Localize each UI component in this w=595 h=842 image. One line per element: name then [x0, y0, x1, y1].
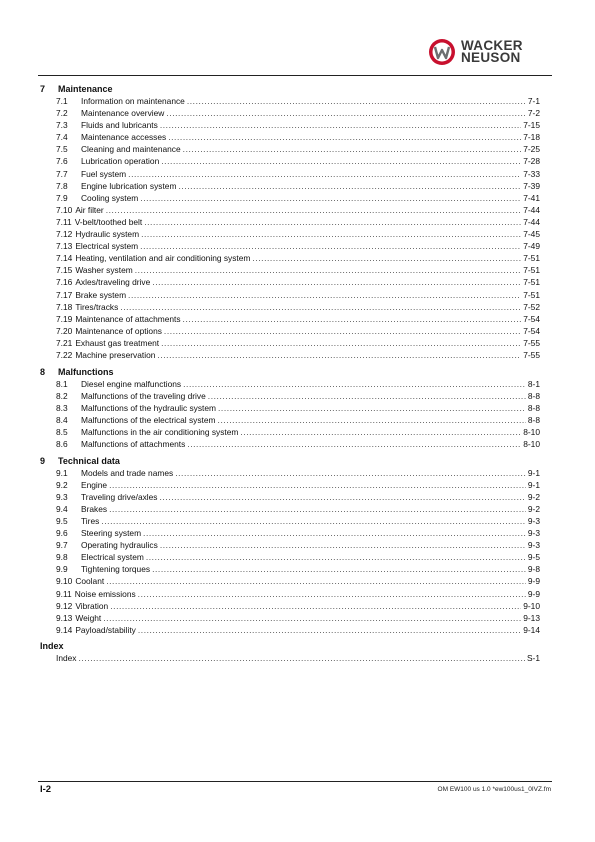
toc-entry[interactable]: [40, 414, 540, 426]
toc-entry[interactable]: [40, 168, 540, 180]
dot-leader: [160, 491, 526, 503]
entry-page: 8-10: [523, 439, 540, 450]
entry-title: Maintenance of attachments: [75, 313, 181, 324]
entry-page: 9-2: [527, 491, 540, 502]
toc-entry[interactable]: [40, 588, 540, 600]
entry-number: 7.15: [56, 265, 73, 276]
entry-title: Maintenance of options: [75, 325, 162, 336]
toc-entry[interactable]: [40, 467, 540, 479]
dot-leader: [128, 289, 521, 301]
dot-leader: [208, 390, 526, 402]
dot-leader: [160, 539, 526, 551]
entry-page: 7-2: [527, 108, 540, 119]
entry-title: Fluids and lubricants: [81, 120, 158, 131]
entry-number: 7.19: [56, 313, 73, 324]
entry-number: 9.9: [56, 564, 68, 575]
dot-leader: [157, 349, 521, 361]
entry-title: Vibration: [75, 600, 109, 611]
section-number: 8: [40, 366, 46, 377]
entry-page: 8-8: [527, 414, 540, 425]
toc-entry[interactable]: [40, 240, 540, 252]
entry-number: 7.4: [56, 132, 68, 143]
dot-leader: [160, 119, 521, 131]
dot-leader: [106, 204, 522, 216]
dot-leader: [183, 313, 522, 325]
entry-number: 9.13: [56, 612, 73, 623]
entry-number: 8.1: [56, 378, 68, 389]
header-divider: [38, 75, 552, 76]
entry-number: 7.6: [56, 156, 68, 167]
entry-page: 7-1: [527, 96, 540, 106]
section-title: Maintenance: [58, 84, 113, 94]
dot-leader: [120, 301, 521, 313]
entry-number: 7.10: [56, 204, 73, 215]
entry-page: 7-54: [523, 325, 540, 336]
entry-page: 7-51: [523, 265, 540, 276]
entry-number: 7.3: [56, 120, 68, 131]
entry-number: 9.14: [56, 624, 73, 635]
entry-page: 8-8: [527, 390, 540, 401]
dot-leader: [109, 479, 526, 491]
brand-wordmark: [461, 40, 523, 64]
toc-entry[interactable]: [40, 491, 540, 503]
entry-number: 7.8: [56, 180, 68, 191]
wacker-neuson-logo-icon: [428, 38, 456, 66]
toc-entry[interactable]: [40, 515, 540, 527]
toc-entry[interactable]: [40, 337, 540, 349]
entry-title: Brake system: [75, 289, 127, 300]
entry-title: Malfunctions in the air conditioning system: [81, 426, 239, 437]
entry-number: 9.7: [56, 540, 68, 551]
section-heading[interactable]: [40, 455, 540, 467]
entry-number: 7.13: [56, 241, 73, 252]
entry-page: 7-25: [523, 144, 540, 155]
entry-title: Coolant: [75, 576, 105, 587]
entry-title: Machine preservation: [75, 349, 156, 360]
entry-number: 8.2: [56, 390, 68, 401]
dot-leader: [140, 240, 521, 252]
dot-leader: [161, 337, 521, 349]
dot-leader: [103, 612, 521, 624]
toc-section: [40, 366, 540, 451]
dot-leader: [79, 652, 525, 664]
entry-number: 9.10: [56, 576, 73, 587]
toc-entry[interactable]: [40, 426, 540, 438]
toc-entry[interactable]: [40, 192, 540, 204]
entry-page: 9-1: [527, 479, 540, 490]
toc-entry[interactable]: [40, 539, 540, 551]
toc-entry[interactable]: [40, 652, 540, 664]
dot-leader: [141, 228, 521, 240]
entry-title: Tires: [81, 516, 100, 526]
entry-number: 8.5: [56, 426, 68, 437]
dot-leader: [138, 624, 521, 636]
dot-leader: [146, 551, 526, 563]
toc-section: [40, 640, 540, 664]
toc-entry[interactable]: [40, 600, 540, 612]
toc-entry[interactable]: [40, 119, 540, 131]
brand-logo: [428, 38, 523, 66]
entry-title: Brakes: [81, 503, 108, 514]
entry-page: 7-33: [523, 168, 540, 179]
entry-title: Fuel system: [81, 168, 127, 179]
dot-leader: [144, 216, 521, 228]
toc-entry[interactable]: [40, 301, 540, 313]
dot-leader: [161, 155, 521, 167]
dot-leader: [187, 438, 521, 450]
dot-leader: [138, 588, 526, 600]
entry-page: 9-1: [527, 467, 540, 478]
entry-title: Malfunctions of attachments: [81, 439, 186, 450]
dot-leader: [187, 95, 526, 107]
entry-title: Information on maintenance: [81, 96, 185, 106]
toc-entry[interactable]: [40, 624, 540, 636]
toc-entry[interactable]: [40, 378, 540, 390]
dot-leader: [164, 325, 521, 337]
entry-page: 7-55: [523, 349, 540, 360]
entry-title: Electrical system: [75, 241, 139, 252]
entry-number: 7.2: [56, 108, 68, 119]
dot-leader: [143, 527, 526, 539]
dot-leader: [240, 426, 521, 438]
entry-page: 7-51: [523, 253, 540, 264]
dot-leader: [109, 503, 526, 515]
entry-page: 7-52: [523, 301, 540, 312]
entry-title: Traveling drive/axles: [81, 491, 158, 502]
entry-title: Cleaning and maintenance: [81, 144, 181, 155]
entry-page: 7-55: [523, 337, 540, 348]
toc-entry[interactable]: [40, 563, 540, 575]
toc-entry[interactable]: [40, 228, 540, 240]
toc-entry[interactable]: [40, 155, 540, 167]
entry-title: Weight: [75, 612, 102, 623]
dot-leader: [218, 414, 526, 426]
entry-page: 7-18: [523, 132, 540, 143]
entry-number: 8.6: [56, 439, 68, 450]
page-number: I-2: [40, 784, 52, 795]
toc-entry[interactable]: [40, 313, 540, 325]
toc-entry[interactable]: [40, 575, 540, 587]
toc-entry[interactable]: [40, 527, 540, 539]
entry-title: Malfunctions of the hydraulic system: [81, 402, 216, 413]
entry-title: V-belt/toothed belt: [74, 216, 143, 227]
dot-leader: [135, 264, 522, 276]
dot-leader: [140, 192, 521, 204]
entry-title: Malfunctions of the traveling drive: [81, 390, 206, 401]
entry-title: Operating hydraulics: [81, 540, 158, 551]
entry-page: 7-44: [523, 204, 540, 215]
entry-number: 7.16: [56, 277, 73, 288]
entry-title: Maintenance overview: [81, 108, 165, 119]
entry-number: 7.22: [56, 349, 73, 360]
entry-number: 9.6: [56, 528, 68, 539]
entry-page: 7-41: [523, 192, 540, 203]
entry-page: 8-1: [527, 378, 540, 389]
entry-number: 7.11: [56, 216, 72, 227]
section-heading[interactable]: [40, 366, 540, 378]
entry-page: S-1: [526, 653, 540, 664]
dot-leader: [183, 378, 526, 390]
entry-number: 9.5: [56, 516, 68, 526]
toc-entry[interactable]: [40, 402, 540, 414]
entry-title: Exhaust gas treatment: [75, 337, 160, 348]
document-reference: OM EW100 us 1.0 *ew100us1_0IVZ.fm: [437, 786, 551, 793]
entry-title: Payload/stability: [75, 624, 136, 635]
entry-title: Cooling system: [81, 192, 139, 203]
entry-number: 7.12: [56, 229, 73, 240]
entry-page: 7-15: [523, 120, 540, 131]
entry-title: Steering system: [81, 528, 142, 539]
toc-entry[interactable]: [40, 325, 540, 337]
entry-number: 9.8: [56, 552, 68, 563]
entry-number: 7.18: [56, 301, 73, 312]
entry-number: 9.1: [56, 467, 68, 478]
entry-number: 8.4: [56, 414, 68, 425]
toc-entry[interactable]: [40, 289, 540, 301]
toc-entry[interactable]: [40, 479, 540, 491]
entry-number: 8.3: [56, 402, 68, 413]
toc-entry[interactable]: [40, 503, 540, 515]
entry-page: 9-8: [527, 564, 540, 575]
section-title: Malfunctions: [58, 366, 114, 377]
entry-number: 9.11: [56, 588, 72, 599]
section-number: 7: [40, 84, 46, 94]
entry-title: Lubrication operation: [81, 156, 160, 167]
entry-title: Air filter: [75, 204, 104, 215]
toc-entry[interactable]: [40, 95, 540, 107]
section-title: Index: [40, 641, 64, 652]
entry-number: 9.3: [56, 491, 68, 502]
toc-entry[interactable]: [40, 612, 540, 624]
entry-page: 7-28: [523, 156, 540, 167]
entry-page: 8-10: [523, 426, 540, 437]
entry-page: 9-9: [527, 576, 540, 587]
entry-title: Engine lubrication system: [81, 180, 177, 191]
dot-leader: [152, 276, 521, 288]
table-of-contents: [40, 83, 540, 669]
toc-entry[interactable]: [40, 276, 540, 288]
entry-page: 9-3: [527, 528, 540, 539]
entry-page: 7-49: [523, 241, 540, 252]
entry-title: Engine: [81, 479, 108, 490]
entry-number: 7.9: [56, 192, 68, 203]
dot-leader: [152, 563, 526, 575]
toc-entry[interactable]: [40, 107, 540, 119]
entry-page: 7-51: [523, 277, 540, 288]
dot-leader: [166, 107, 526, 119]
entry-page: 9-5: [527, 552, 540, 563]
entry-page: 9-3: [527, 540, 540, 551]
toc-entry[interactable]: [40, 131, 540, 143]
dot-leader: [128, 168, 521, 180]
entry-number: 7.7: [56, 168, 68, 179]
toc-entry[interactable]: [40, 264, 540, 276]
toc-entry[interactable]: [40, 390, 540, 402]
toc-section: [40, 455, 540, 636]
entry-page: 7-39: [523, 180, 540, 191]
entry-title: Models and trade names: [81, 467, 174, 478]
entry-number: 9.12: [56, 600, 73, 611]
dot-leader: [110, 600, 521, 612]
entry-title: Noise emissions: [74, 588, 136, 599]
toc-entry[interactable]: [40, 204, 540, 216]
footer-divider: [38, 781, 552, 782]
toc-entry[interactable]: [40, 180, 540, 192]
dot-leader: [178, 180, 521, 192]
dot-leader: [183, 143, 522, 155]
entry-title: Tightening torques: [81, 564, 151, 575]
toc-entry[interactable]: [40, 438, 540, 450]
entry-page: 9-13: [523, 612, 540, 623]
dot-leader: [218, 402, 526, 414]
toc-entry[interactable]: [40, 349, 540, 361]
entry-number: 9.2: [56, 479, 68, 490]
entry-page: 7-44: [523, 216, 540, 227]
brand-line-1: WACKER: [461, 38, 523, 53]
entry-title: Axles/traveling drive: [75, 277, 151, 288]
entry-title: Electrical system: [81, 552, 144, 563]
entry-title: Hydraulic system: [75, 229, 140, 240]
entry-page: 8-8: [527, 402, 540, 413]
dot-leader: [106, 575, 526, 587]
entry-page: 7-51: [523, 289, 540, 300]
entry-number: 7.20: [56, 325, 73, 336]
entry-title: Diesel engine malfunctions: [81, 378, 182, 389]
brand-line-2: NEUSON: [461, 50, 521, 65]
entry-title: Malfunctions of the electrical system: [81, 414, 216, 425]
section-number: 9: [40, 455, 46, 466]
entry-title: Index: [56, 653, 77, 664]
entry-number: 7.1: [56, 96, 68, 106]
entry-title: Washer system: [75, 265, 133, 276]
entry-number: 7.17: [56, 289, 73, 300]
section-heading[interactable]: [40, 83, 540, 95]
entry-page: 9-3: [527, 516, 540, 526]
toc-entry[interactable]: [40, 551, 540, 563]
entry-number: 9.4: [56, 503, 68, 514]
entry-number: 7.14: [56, 253, 73, 264]
dot-leader: [175, 467, 526, 479]
entry-number: 7.5: [56, 144, 68, 155]
entry-page: 9-9: [527, 588, 540, 599]
dot-leader: [168, 131, 521, 143]
entry-page: 9-14: [523, 624, 540, 635]
entry-page: 7-54: [523, 313, 540, 324]
entry-title: Heating, ventilation and air conditioning system: [75, 253, 251, 264]
entry-number: 7.21: [56, 337, 73, 348]
toc-entry[interactable]: [40, 143, 540, 155]
entry-title: Tires/tracks: [75, 301, 119, 312]
entry-page: 9-10: [523, 600, 540, 611]
entry-title: Maintenance accesses: [81, 132, 167, 143]
section-title: Technical data: [58, 455, 120, 466]
toc-entry[interactable]: [40, 252, 540, 264]
dot-leader: [101, 515, 526, 527]
entry-page: 7-45: [523, 229, 540, 240]
dot-leader: [252, 252, 521, 264]
toc-entry[interactable]: [40, 216, 540, 228]
toc-section: [40, 83, 540, 361]
entry-page: 9-2: [527, 503, 540, 514]
section-heading[interactable]: [40, 640, 540, 652]
